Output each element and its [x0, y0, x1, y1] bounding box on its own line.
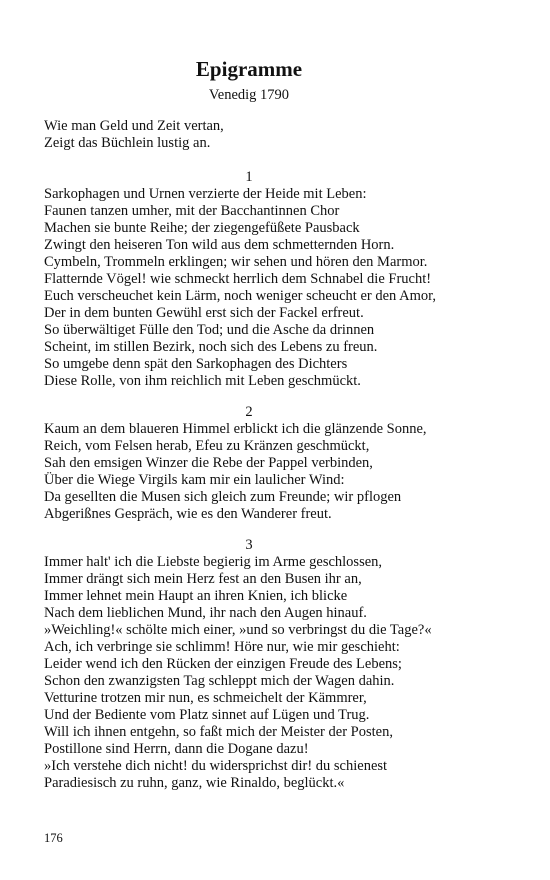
verse-line: Zwingt den heiseren Ton wild aus dem schmetternden Horn. — [44, 237, 395, 253]
verse-line: Schon den zwanzigsten Tag schleppt mich der Wagen dahin. — [44, 673, 395, 689]
motto-line: Wie man Geld und Zeit vertan, — [44, 118, 224, 134]
motto — [44, 118, 504, 152]
epigram-3 — [44, 537, 504, 792]
page-number: 176 — [44, 831, 63, 845]
verse-line: Cymbeln, Trommeln erklingen; wir sehen und hören den Marmor. — [44, 254, 428, 270]
verse-line: »Ich verstehe dich nicht! du widersprichst dir! du schienest — [44, 758, 388, 774]
verse-line: Da gesellten die Musen sich gleich zum Freunde; wir pflogen — [44, 489, 402, 505]
page-subtitle: Venedig 1790 — [208, 87, 290, 103]
verse-line: Nach dem lieblichen Mund, ihr nach den Augen hinauf. — [44, 605, 367, 621]
motto-line: Zeigt das Büchlein lustig an. — [44, 135, 211, 151]
verse-line: Sarkophagen und Urnen verzierte der Heide mit Leben: — [44, 186, 367, 202]
page-title: Epigramme — [195, 57, 303, 81]
verse-line: Und der Bediente vom Platz sinnet auf Lügen und Trug. — [44, 707, 370, 723]
verse-line: Abgerißnes Gespräch, wie es den Wanderer freut. — [44, 506, 332, 522]
verse-line: Reich, vom Felsen herab, Efeu zu Kränzen geschmückt, — [44, 438, 370, 454]
verse-line: Sah den emsigen Winzer die Rebe der Pappel verbinden, — [44, 455, 373, 471]
verse-line: »Weichling!« schölte mich einer, »und so verbringst du die Tage?« — [44, 622, 432, 638]
verse-line: So überwältiget Fülle den Tod; und die Asche da drinnen — [44, 322, 375, 338]
verse-line: Über die Wiege Virgils kam mir ein laulicher Wind: — [44, 472, 345, 488]
verse-line: Will ich ihnen entgehn, so faßt mich der Meister der Posten, — [44, 724, 393, 740]
epigram-2 — [44, 404, 504, 523]
verse-line: So umgebe denn spät den Sarkophagen des Dichters — [44, 356, 348, 372]
verse-line: Paradiesisch zu ruhn, ganz, wie Rinaldo, beglückt.« — [44, 775, 345, 791]
verse-line: Vetturine trotzen mir nun, es schmeichelt der Kämmrer, — [44, 690, 367, 706]
verse-line: Postillone sind Herrn, dann die Dogane dazu! — [44, 741, 309, 757]
epigram-number: 1 — [245, 169, 253, 185]
verse-line: Diese Rolle, von ihm reichlich mit Leben geschmückt. — [44, 373, 361, 389]
epigram-number: 2 — [245, 404, 253, 420]
verse-line: Immer lehnet mein Haupt an ihren Knien, ich blicke — [44, 588, 348, 604]
verse-line: Leider wend ich den Rücken der einzigen Freude des Lebens; — [44, 656, 402, 672]
verse-line: Immer drängt sich mein Herz fest an den Busen ihr an, — [44, 571, 362, 587]
verse-line: Faunen tanzen umher, mit der Bacchantinnen Chor — [44, 203, 340, 219]
verse-line: Euch verscheuchet kein Lärm, noch weniger scheucht er den Amor, — [44, 288, 436, 304]
verse-line: Scheint, im stillen Bezirk, noch sich des Lebens zu freun. — [44, 339, 378, 355]
verse-line: Ach, ich verbringe sie schlimm! Höre nur, wie mir geschieht: — [44, 639, 400, 655]
verse-line: Immer halt' ich die Liebste begierig im Arme geschlossen, — [44, 554, 383, 570]
verse-line: Machen sie bunte Reihe; der ziegengefüßete Pausback — [44, 220, 360, 236]
epigram-number: 3 — [245, 537, 253, 553]
verse-line: Kaum an dem blaueren Himmel erblickt ich die glänzende Sonne, — [44, 421, 427, 437]
epigram-1 — [44, 169, 504, 390]
verse-line: Flatternde Vögel! wie schmeckt herrlich dem Schnabel die Frucht! — [44, 271, 432, 287]
verse-line: Der in dem bunten Gewühl erst sich der Fackel erfreut. — [44, 305, 364, 321]
